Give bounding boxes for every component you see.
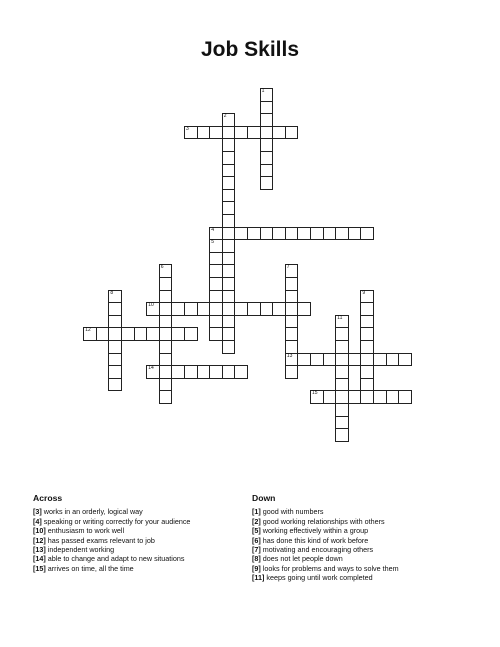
clue-number: 11 (337, 314, 343, 321)
grid-cell[interactable] (386, 353, 400, 367)
grid-cell[interactable] (285, 327, 299, 341)
grid-cell[interactable] (209, 290, 223, 304)
grid-cell[interactable] (197, 126, 211, 140)
grid-cell[interactable] (335, 353, 349, 367)
clue-number: 9 (362, 289, 366, 296)
grid-cell[interactable] (272, 126, 286, 140)
clue-across-15: [15] arrives on time, all the time (33, 563, 134, 573)
grid-cell[interactable] (285, 365, 299, 379)
grid-cell[interactable] (323, 390, 337, 404)
grid-cell[interactable] (360, 353, 374, 367)
grid-cell[interactable] (360, 327, 374, 341)
grid-cell[interactable] (285, 126, 299, 140)
clue-down-9: [9] looks for problems and ways to solve them (252, 563, 399, 573)
grid-cell[interactable] (285, 264, 299, 278)
grid-cell[interactable] (197, 302, 211, 316)
clue-number: 12 (85, 327, 91, 334)
grid-cell[interactable] (335, 428, 349, 442)
grid-cell[interactable] (260, 151, 274, 165)
grid-cell[interactable] (335, 378, 349, 392)
grid-cell[interactable] (360, 390, 374, 404)
grid-cell[interactable] (335, 315, 349, 329)
grid-cell[interactable] (360, 290, 374, 304)
grid-cell[interactable] (159, 277, 173, 291)
grid-cell[interactable] (323, 353, 337, 367)
grid-cell[interactable] (335, 365, 349, 379)
grid-cell[interactable] (272, 227, 286, 241)
grid-cell[interactable] (197, 365, 211, 379)
grid-cell[interactable] (108, 302, 122, 316)
grid-cell[interactable] (159, 340, 173, 354)
grid-cell[interactable] (159, 365, 173, 379)
grid-cell[interactable] (297, 227, 311, 241)
grid-cell[interactable] (260, 126, 274, 140)
clue-number: 15 (312, 390, 318, 397)
grid-cell[interactable] (222, 214, 236, 228)
clue-across-14: [14] able to change and adapt to new situations (33, 554, 185, 564)
grid-cell[interactable] (234, 126, 248, 140)
clue-down-8: [8] does not let people down (252, 554, 343, 564)
grid-cell[interactable] (260, 101, 274, 115)
clue-down-6: [6] has done this kind of work before (252, 535, 369, 545)
grid-cell[interactable] (184, 126, 198, 140)
grid-cell[interactable] (310, 390, 324, 404)
grid-cell[interactable] (121, 327, 135, 341)
grid-cell[interactable] (260, 176, 274, 190)
clue-across-4: [4] speaking or writing correctly for your audience (33, 516, 191, 526)
grid-cell[interactable] (222, 340, 236, 354)
grid-cell[interactable] (209, 126, 223, 140)
down-heading: Down (252, 493, 276, 503)
grid-cell[interactable] (285, 277, 299, 291)
clue-number: 10 (148, 302, 154, 309)
grid-cell[interactable] (373, 353, 387, 367)
grid-cell[interactable] (159, 290, 173, 304)
grid-cell[interactable] (108, 340, 122, 354)
clue-down-2: [2] good working relationships with others (252, 516, 385, 526)
grid-cell[interactable] (222, 264, 236, 278)
grid-cell[interactable] (184, 327, 198, 341)
grid-cell[interactable] (146, 327, 160, 341)
down-clues (252, 494, 399, 583)
clue-down-11: [11] keeps going until work completed (252, 573, 373, 583)
grid-cell[interactable] (222, 227, 236, 241)
grid-cell[interactable] (335, 327, 349, 341)
grid-cell[interactable] (222, 138, 236, 152)
grid-cell[interactable] (360, 227, 374, 241)
grid-cell[interactable] (159, 327, 173, 341)
grid-cell[interactable] (222, 189, 236, 203)
grid-cell[interactable] (335, 416, 349, 430)
grid-cell[interactable] (360, 315, 374, 329)
grid-cell[interactable] (108, 327, 122, 341)
grid-cell[interactable] (335, 227, 349, 241)
grid-cell[interactable] (209, 365, 223, 379)
grid-cell[interactable] (209, 239, 223, 253)
grid-cell[interactable] (222, 315, 236, 329)
grid-cell[interactable] (209, 252, 223, 266)
grid-cell[interactable] (222, 252, 236, 266)
grid-cell[interactable] (348, 353, 362, 367)
clue-down-1: [1] good with numbers (252, 507, 324, 517)
grid-cell[interactable] (184, 365, 198, 379)
grid-cell[interactable] (335, 340, 349, 354)
puzzle-title: Job Skills (200, 38, 300, 61)
grid-cell[interactable] (360, 378, 374, 392)
across-heading: Across (33, 493, 63, 503)
clue-across-10: [10] enthusiasm to work well (33, 526, 125, 536)
grid-cell[interactable] (96, 327, 110, 341)
clue-number: 7 (286, 264, 290, 271)
grid-cell[interactable] (323, 227, 337, 241)
grid-cell[interactable] (398, 390, 412, 404)
grid-cell[interactable] (222, 164, 236, 178)
grid-cell[interactable] (310, 227, 324, 241)
grid-cell[interactable] (260, 88, 274, 102)
grid-cell[interactable] (159, 302, 173, 316)
grid-cell[interactable] (297, 353, 311, 367)
grid-cell[interactable] (222, 302, 236, 316)
clue-across-12: [12] has passed exams relevant to job (33, 535, 155, 545)
grid-cell[interactable] (222, 290, 236, 304)
grid-cell[interactable] (222, 126, 236, 140)
grid-cell[interactable] (260, 164, 274, 178)
clue-number: 8 (110, 289, 114, 296)
grid-cell[interactable] (285, 302, 299, 316)
grid-cell[interactable] (209, 327, 223, 341)
grid-cell[interactable] (260, 138, 274, 152)
clue-number: 13 (286, 352, 293, 359)
grid-cell[interactable] (285, 353, 299, 367)
grid-cell[interactable] (360, 365, 374, 379)
grid-cell[interactable] (108, 378, 122, 392)
grid-cell[interactable] (398, 353, 412, 367)
grid-cell[interactable] (260, 302, 274, 316)
grid-cell[interactable] (108, 290, 122, 304)
grid-cell[interactable] (222, 277, 236, 291)
grid-cell[interactable] (171, 302, 185, 316)
grid-cell[interactable] (184, 302, 198, 316)
grid-cell[interactable] (108, 365, 122, 379)
grid-cell[interactable] (285, 290, 299, 304)
grid-cell[interactable] (234, 365, 248, 379)
grid-cell[interactable] (335, 390, 349, 404)
grid-cell[interactable] (146, 365, 160, 379)
grid-cell[interactable] (234, 227, 248, 241)
clue-across-13: [13] independent working (33, 545, 115, 555)
grid-cell[interactable] (247, 227, 261, 241)
grid-cell[interactable] (83, 327, 97, 341)
grid-cell[interactable] (222, 327, 236, 341)
grid-cell[interactable] (234, 302, 248, 316)
clue-number: 6 (160, 264, 164, 271)
grid-cell[interactable] (159, 378, 173, 392)
grid-cell[interactable] (260, 227, 274, 241)
clue-number: 4 (211, 226, 214, 233)
grid-cell[interactable] (146, 302, 160, 316)
grid-cell[interactable] (222, 151, 236, 165)
grid-cell[interactable] (159, 353, 173, 367)
grid-cell[interactable] (171, 365, 185, 379)
grid-cell[interactable] (310, 353, 324, 367)
clue-number: 5 (211, 239, 214, 246)
grid-cell[interactable] (209, 302, 223, 316)
grid-cell[interactable] (209, 227, 223, 241)
grid-cell[interactable] (348, 390, 362, 404)
grid-cell[interactable] (108, 353, 122, 367)
clue-across-3: [3] works in an orderly, logical way (33, 507, 143, 517)
grid-cell[interactable] (209, 277, 223, 291)
grid-cell[interactable] (285, 227, 299, 241)
grid-cell[interactable] (222, 113, 236, 127)
grid-cell[interactable] (260, 113, 274, 127)
clue-number: 3 (186, 125, 189, 132)
clue-number: 1 (261, 88, 265, 94)
grid-cell[interactable] (222, 365, 236, 379)
clue-number: 2 (223, 113, 227, 120)
grid-cell[interactable] (159, 264, 173, 278)
grid-cell[interactable] (348, 227, 362, 241)
grid-cell[interactable] (171, 327, 185, 341)
grid-cell[interactable] (222, 176, 236, 190)
grid-cell[interactable] (335, 403, 349, 417)
grid-cell[interactable] (247, 302, 261, 316)
across-clues (33, 494, 190, 573)
clue-down-7: [7] motivating and encouraging others (252, 545, 374, 555)
grid-cell[interactable] (285, 315, 299, 329)
grid-cell[interactable] (209, 264, 223, 278)
grid-cell[interactable] (297, 302, 311, 316)
grid-cell[interactable] (386, 390, 400, 404)
grid-cell[interactable] (134, 327, 148, 341)
grid-cell[interactable] (285, 340, 299, 354)
grid-cell[interactable] (373, 390, 387, 404)
clue-number: 14 (148, 365, 154, 372)
grid-cell[interactable] (360, 302, 374, 316)
grid-cell[interactable] (247, 126, 261, 140)
grid-cell[interactable] (222, 239, 236, 253)
grid-cell[interactable] (159, 390, 173, 404)
grid-cell[interactable] (272, 302, 286, 316)
grid-cell[interactable] (222, 201, 236, 215)
clue-down-5: [5] working effectively within a group (252, 526, 369, 536)
grid-cell[interactable] (360, 340, 374, 354)
grid-cell[interactable] (159, 315, 173, 329)
grid-cell[interactable] (108, 315, 122, 329)
grid-cell[interactable] (209, 315, 223, 329)
